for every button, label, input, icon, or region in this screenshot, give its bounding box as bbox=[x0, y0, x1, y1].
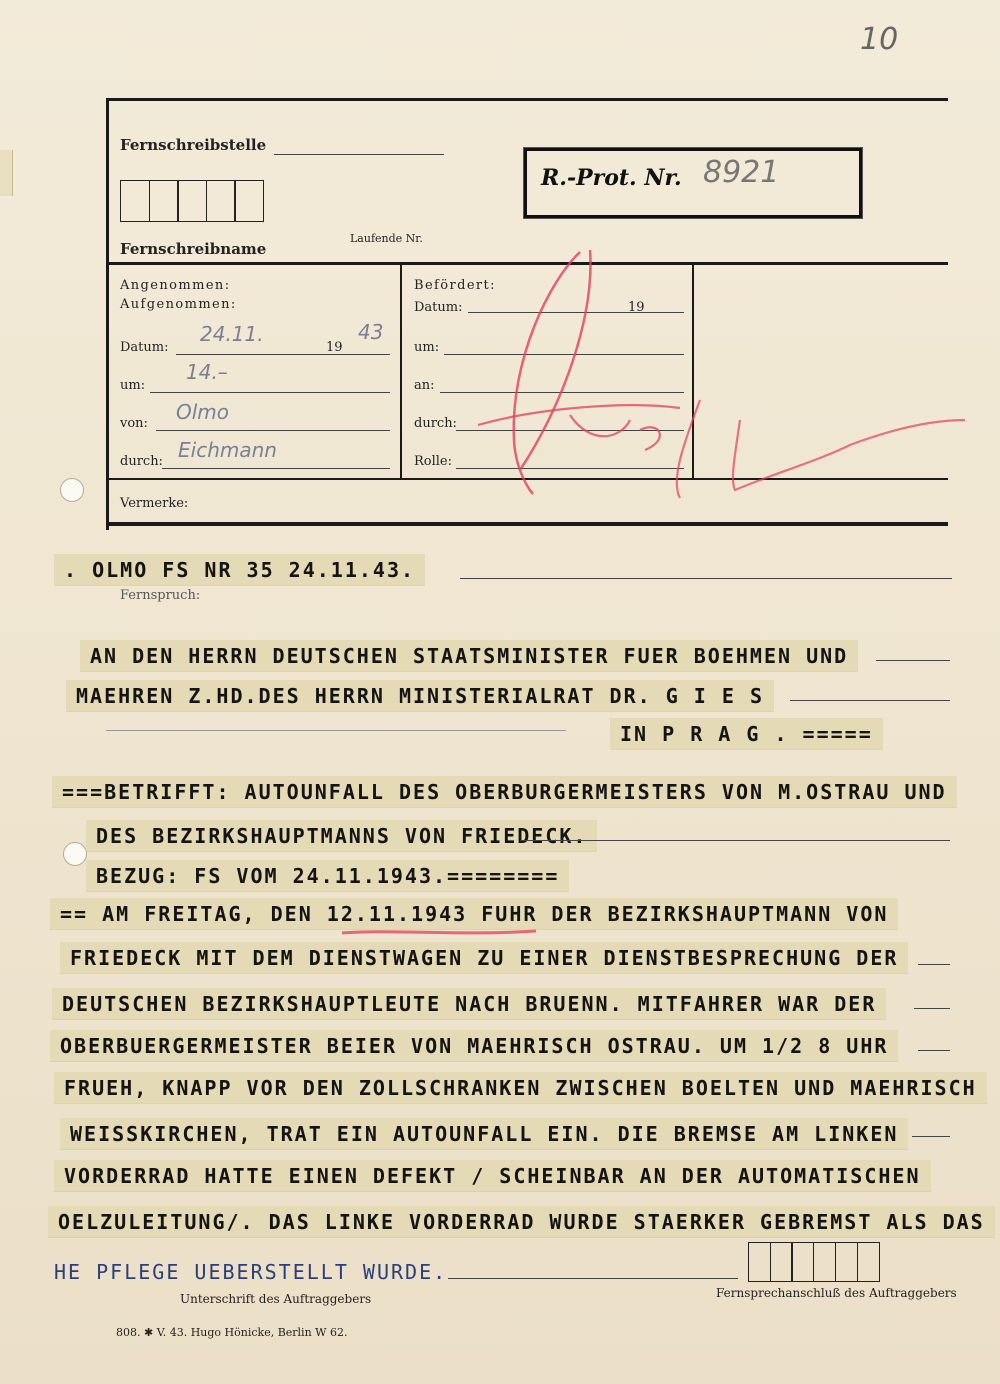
phone-connection-boxes bbox=[748, 1242, 878, 1282]
station-code-boxes bbox=[120, 180, 263, 222]
message-line: MAEHREN Z.HD.DES HERRN MINISTERIALRAT DR. G I E S bbox=[66, 680, 774, 711]
handwritten-time: 14.– bbox=[186, 360, 228, 384]
handwritten-year: 43 bbox=[358, 320, 384, 344]
fwd-by-label: durch: bbox=[414, 416, 457, 431]
message-line: ===BETRIFFT: AUTOUNFALL DES OBERBURGERMEISTERS VON M.OSTRAU UND bbox=[52, 776, 957, 807]
message-line: IN P R A G . ===== bbox=[610, 718, 883, 749]
to-label: an: bbox=[414, 378, 435, 393]
message-line: VORDERRAD HATTE EINEN DEFEKT / SCHEINBAR AN DER AUTOMATISCHEN bbox=[54, 1160, 931, 1191]
forwarded-label: Befördert: bbox=[414, 278, 496, 293]
phone-connection-label: Fernsprechanschluß des Auftraggebers bbox=[716, 1286, 957, 1300]
handwritten-date: 24.11. bbox=[200, 322, 264, 346]
message-line: HE PFLEGE UEBERSTELLT WURDE. bbox=[54, 1260, 448, 1284]
date-label: Datum: bbox=[120, 340, 169, 355]
signature-label: Unterschrift des Auftraggebers bbox=[180, 1292, 372, 1306]
from-label: von: bbox=[120, 416, 148, 431]
punch-hole bbox=[60, 478, 84, 502]
message-line: OBERBUERGERMEISTER BEIER VON MAEHRISCH OSTRAU. UM 1/2 8 UHR bbox=[50, 1030, 898, 1061]
roll-label: Rolle: bbox=[414, 454, 453, 469]
phone-label: Fernspruch: bbox=[120, 588, 201, 603]
received-label: Angenommen: bbox=[120, 278, 231, 293]
remarks-label: Vermerke: bbox=[120, 496, 189, 511]
fwd-at-label: um: bbox=[414, 340, 440, 355]
message-line: OELZULEITUNG/. DAS LINKE VORDERRAD WURDE STAERKER GEBREMST ALS DAS bbox=[48, 1206, 995, 1237]
message-line: BEZUG: FS VOM 24.11.1943.======== bbox=[86, 860, 569, 891]
teleprinter-name-label: Fernschreibname bbox=[120, 240, 267, 258]
message-line: DEUTSCHEN BEZIRKSHAUPTLEUTE NACH BRUENN. MITFAHRER WAR DER bbox=[52, 988, 886, 1019]
year-prefix-left: 19 bbox=[326, 340, 343, 355]
handwritten-from: Olmo bbox=[176, 400, 230, 424]
taken-label: Aufgenommen: bbox=[120, 297, 237, 312]
message-line: FRUEH, KNAPP VOR DEN ZOLLSCHRANKEN ZWISCHEN BOELTEN UND MAEHRISCH bbox=[54, 1072, 987, 1103]
forwarded-date-label: Datum: bbox=[414, 300, 463, 315]
by-label: durch: bbox=[120, 454, 163, 469]
protocol-stamp bbox=[524, 148, 862, 218]
message-line: DES BEZIRKSHAUPTMANNS VON FRIEDECK. bbox=[86, 820, 597, 851]
red-underline bbox=[340, 926, 540, 938]
message-line: WEISSKIRCHEN, TRAT EIN AUTOUNFALL EIN. DIE BREMSE AM LINKEN bbox=[60, 1118, 908, 1149]
year-prefix-right: 19 bbox=[628, 300, 645, 315]
message-line: AN DEN HERRN DEUTSCHEN STAATSMINISTER FUER BOEHMEN UND bbox=[80, 640, 858, 671]
page-number: 10 bbox=[860, 22, 899, 57]
print-note: 808. ✱ V. 43. Hugo Hönicke, Berlin W 62. bbox=[116, 1326, 348, 1339]
punch-hole bbox=[63, 842, 87, 866]
station-label: Fernschreibstelle bbox=[120, 136, 267, 154]
file-tab bbox=[0, 150, 13, 196]
stamp-label: R.-Prot. Nr. bbox=[541, 165, 682, 191]
message-header: . OLMO FS NR 35 24.11.43. bbox=[54, 554, 425, 585]
serial-label: Laufende Nr. bbox=[350, 232, 423, 245]
at-label: um: bbox=[120, 378, 146, 393]
message-line: == AM FREITAG, DEN 12.11.1943 FUHR DER BEZIRKSHAUPTMANN VON bbox=[50, 898, 898, 929]
message-line: FRIEDECK MIT DEM DIENSTWAGEN ZU EINER DIENSTBESPRECHUNG DER bbox=[60, 942, 908, 973]
handwritten-by: Eichmann bbox=[178, 438, 277, 462]
red-pencil-mark bbox=[470, 240, 970, 510]
stamp-number: 8921 bbox=[703, 155, 780, 190]
